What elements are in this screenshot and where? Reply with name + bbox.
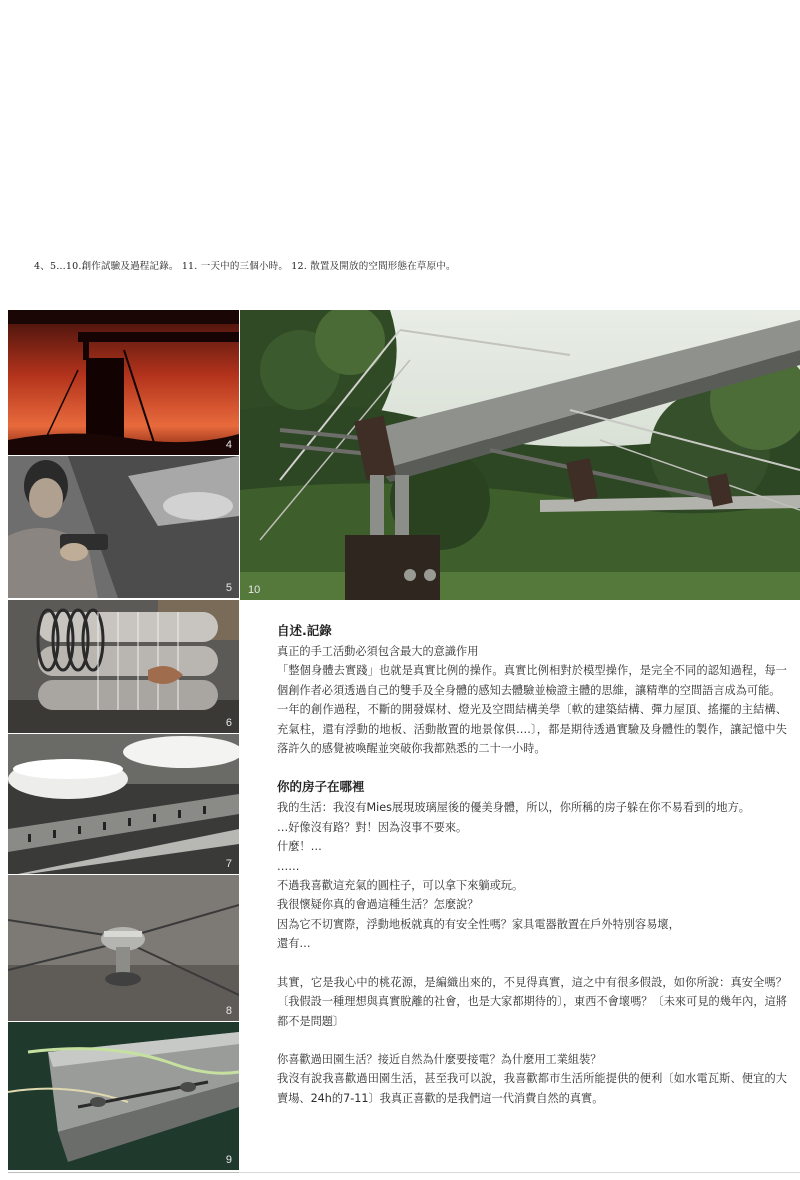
paragraph: 我沒有說我喜歡過田園生活，甚至我可以說，我喜歡都市生活所能提供的便利〔如水電瓦斯、便宜的大賣場、24h的7-11〕我真正喜歡的是我們這一代消費自然的真實。 (277, 1072, 787, 1105)
paragraph: 什麼！… (277, 840, 322, 854)
photo-4-sunset-structure (8, 310, 239, 455)
photo-number: 6 (225, 717, 232, 729)
photo-6-coil-pipes (8, 600, 239, 733)
section-heading-your-house: 你的房子在哪裡 (277, 779, 365, 795)
section-heading-self-narration: 自述.記錄 (277, 623, 332, 638)
paragraph: …… (277, 859, 300, 873)
paragraph: …好像沒有路？對！因為沒事不要來。 (277, 820, 468, 834)
paragraph: 「整個身體去實踐」也就是真實比例的操作。真實比例相對於模型操作，是完全不同的認知過程，每一個創作者必須透過自己的雙手及全身體的感知去體驗並檢證主體的思維，讓精準的空間語言成為可能。 (277, 664, 787, 697)
paragraph: 我很懷疑你真的會過這種生活？怎麼說？ (277, 898, 479, 912)
photo-number: 8 (225, 1005, 232, 1017)
paragraph: 真正的手工活動必須包含最大的意識作用 (277, 645, 479, 658)
paragraph: 我的生活：我沒有Mies展現玻璃屋後的優美身體，所以，你所稱的房子躲在你不易看到的地方。 (277, 801, 750, 815)
divider (8, 1172, 239, 1173)
photo-number: 10 (248, 584, 261, 596)
paragraph: 你喜歡過田園生活？接近自然為什麼要接電？為什麼用工業組裝？ (277, 1052, 602, 1066)
photo-8-cable-joint (8, 875, 239, 1021)
photo-5-person-drilling (8, 456, 239, 598)
photo-9-metal-channel (8, 1022, 239, 1170)
photo-number: 7 (225, 858, 232, 870)
photo-7-inflatable-rings (8, 734, 239, 874)
paragraph: 因為它不切實際，浮動地板就真的有安全性嗎？家具電器散置在戶外特別容易壞， (277, 917, 680, 931)
photo-number: 5 (225, 582, 232, 594)
article-text (277, 622, 787, 1108)
figure-caption: 4、5…10.創作試驗及過程記錄。 11. 一天中的三個小時。 12. 散置及開放的空間形態在草原中。 (34, 261, 456, 272)
paragraph: 還有… (277, 937, 311, 951)
photo-number: 9 (225, 1154, 232, 1166)
paragraph: 一年的創作過程，不斷的開發媒材、燈光及空間結構美學〔軟的建築結構、彈力屋頂、搖擺的主結構、充氣柱，還有浮動的地板、活動散置的地景傢俱….〕，都是期待透過實驗及身體性的製作，讓記憶中失落許久的感覺被喚醒並突破你我都熟悉的二十一小時。 (277, 703, 787, 756)
paragraph: 不過我喜歡這充氣的圓柱子，可以拿下來躺或玩。 (277, 879, 524, 893)
photo-number: 4 (225, 439, 232, 451)
photo-10-steel-structure-forest (240, 310, 800, 600)
paragraph: 其實，它是我心中的桃花源，是編織出來的，不見得真實，這之中有很多假設，如你所說：真安全嗎？〔我假設一種理想與真實脫離的社會，也是大家都期待的〕，東西不會壞嗎？〔未來可見的幾年內，這將都不是問題〕 (277, 975, 787, 1028)
